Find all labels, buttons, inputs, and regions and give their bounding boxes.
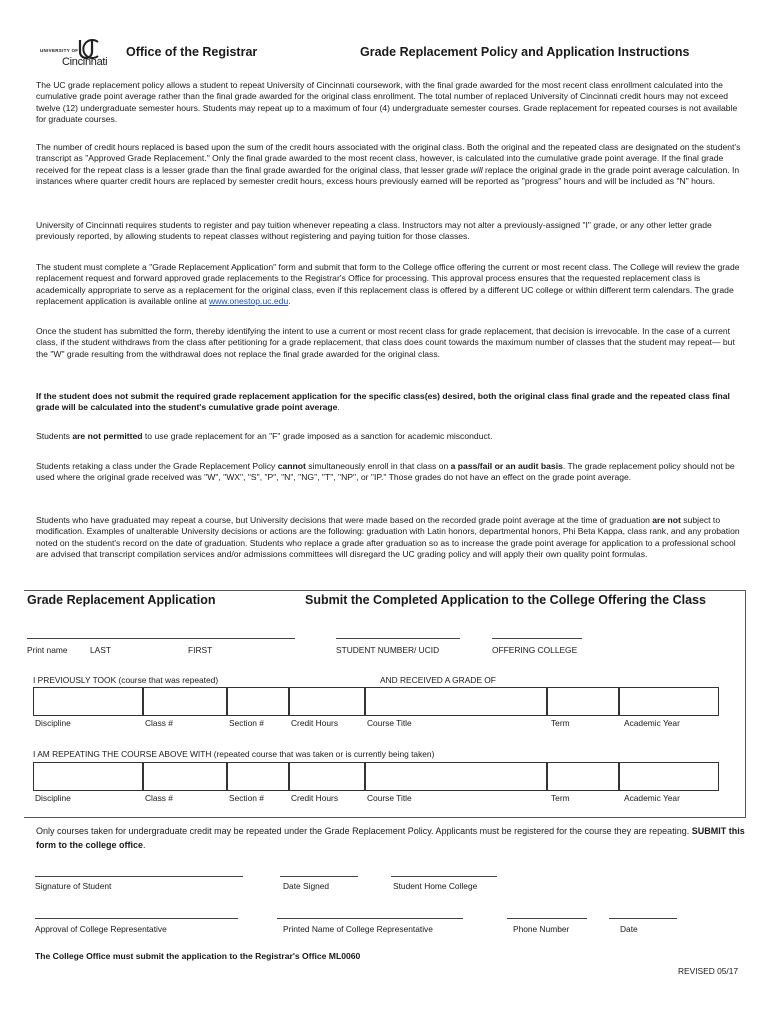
date-line[interactable] [609, 918, 677, 919]
policy-paragraph-6: If the student does not submit the required grade replacement application for the specific class(es) desired, both the original class final grade and the repeated class final grade will be calculated into the student's cumulative grade point average. [36, 391, 730, 413]
original-term-cell[interactable] [547, 687, 619, 716]
received-grade-label: AND RECEIVED A GRADE OF [380, 675, 496, 685]
first-name-label: FIRST [188, 645, 213, 655]
policy-paragraph-9: Students who have graduated may repeat a course, but University decisions that were made based on the recorded grade point average at the time of graduation are not subject to modification. Examples of unalterable University decisions or actions are the following: graduation with Latin honors, departmental honors, Phi Beta Kappa, class rank, and any probation noted on the student's record on the date of graduation. Students who replace a grade after graduation so as to increase the grade point average for application to a professional school are advised that transcript compilation services and/or admissions committees will disregard the UC grading policy and will apply their own quality point formulas. [36, 515, 740, 559]
home-college-line[interactable] [391, 876, 497, 877]
student-home-college-label: Student Home College [393, 881, 478, 891]
col-discipline-1: Discipline [35, 718, 71, 728]
policy-paragraph-4: The student must complete a "Grade Replacement Application" form and submit that form to the College office offering the current or most recent class. The College will review the grade replacement request and forward approved grade replacements to the Registrar's Office for processing. This approval process ensures that the requested replacement class is academically appropriate to serve as a replacement for the original class, even if this replacement class is offered by a different UC college or within different term calendars. The grade replacement application is available online at www.onestop.uc.edu. [36, 262, 740, 306]
original-discipline-cell[interactable] [33, 687, 143, 716]
student-number-input-line[interactable] [336, 638, 460, 639]
col-term-2: Term [551, 793, 570, 803]
original-section-cell[interactable] [227, 687, 289, 716]
date-signed-label: Date Signed [283, 881, 330, 891]
original-course-title-cell[interactable] [365, 687, 547, 716]
col-academic-year-2: Academic Year [624, 793, 680, 803]
original-class-number-cell[interactable] [143, 687, 227, 716]
repeat-academic-year-cell[interactable] [619, 762, 719, 791]
policy-paragraph-8: Students retaking a class under the Grade Replacement Policy cannot simultaneously enroll in that class on a pass/fail or an audit basis. The grade replacement policy should not be used where the original grade received was "W", "WX", "S", "P", "N", "NG", "T", "NP", or "IP." Those grades do not have an effect on the grade point average. [36, 461, 735, 483]
application-subtitle: Submit the Completed Application to the College Offering the Class [305, 593, 706, 607]
policy-paragraph-1: The UC grade replacement policy allows a student to repeat University of Cincinnati coursework, with the final grade awarded for the most recent class enrollment calculated into the cumulative grade point average rather than the final grade awarded for the original class enrollment. The total number of replaced University of Cincinnati credit hours may not exceed twelve (12) undergraduate semester hours. Students may repeat up to a maximum of four (4) undergraduate semester courses. Grade replacement for repeated courses is not available for graduate courses. [36, 80, 738, 124]
original-credit-hours-cell[interactable] [289, 687, 365, 716]
policy-paragraph-7: Students are not permitted to use grade replacement for an "F" grade imposed as a sanction for academic misconduct. [36, 431, 493, 441]
university-logo [40, 38, 108, 72]
student-signature-line[interactable] [35, 876, 243, 877]
logo-top-text: UNIVERSITY OF [40, 48, 79, 53]
printed-name-rep-label: Printed Name of College Representative [283, 924, 433, 934]
office-title: Office of the Registrar [126, 45, 258, 59]
date-signed-line[interactable] [280, 876, 358, 877]
offering-college-input-line[interactable] [492, 638, 582, 639]
col-term-1: Term [551, 718, 570, 728]
repeating-label: I AM REPEATING THE COURSE ABOVE WITH (repeated course that was taken or is currently being taken) [33, 749, 435, 759]
eligibility-note: Only courses taken for undergraduate credit may be repeated under the Grade Replacement Policy. Applicants must be registered for the course they are repeating. SUBMIT this form to the college office. [36, 826, 745, 850]
policy-paragraph-5: Once the student has submitted the form, thereby identifying the intent to use a current or most recent class for grade replacement, that decision is irrevocable. In the case of a current class, if the student withdraws from the class after petitioning for a grade replacement, that class does count towards the maximum number of classes that the student may repeat— but the "W" grade resulting from the withdrawal does not replace the final grade awarded for the original class. [36, 326, 735, 359]
phone-number-label: Phone Number [513, 924, 570, 934]
col-class-1: Class # [145, 718, 173, 728]
col-academic-year-1: Academic Year [624, 718, 680, 728]
original-academic-year-cell[interactable] [619, 687, 719, 716]
policy-paragraph-3: University of Cincinnati requires students to register and pay tuition whenever repeating a class. Instructors may not alter a previously-assigned "I" grade, or any other letter grade previously reported, by allowing students to repeat classes without registering and paying tuition for those classes. [36, 220, 712, 242]
col-section-1: Section # [229, 718, 264, 728]
col-course-title-2: Course Title [367, 793, 412, 803]
repeat-credit-hours-cell[interactable] [289, 762, 365, 791]
col-discipline-2: Discipline [35, 793, 71, 803]
approval-signature-line[interactable] [35, 918, 238, 919]
previously-took-label: I PREVIOUSLY TOOK (course that was repeated) [33, 675, 219, 685]
section-divider-bottom [24, 817, 746, 818]
approval-label: Approval of College Representative [35, 924, 167, 934]
repeat-discipline-cell[interactable] [33, 762, 143, 791]
printed-name-line[interactable] [277, 918, 463, 919]
section-right-border [745, 590, 746, 818]
policy-paragraph-2: The number of credit hours replaced is based upon the sum of the credit hours associated with the original class. Both the original and the repeated class are designated on the student's transcript as "Approved Grade Replacement." Only the final grade awarded to the most recent class, however, is calculated into the cumulative grade point average. If the final grade received for the repeat class is a lesser grade than the final grade awarded for the original class, that lesser grade will replace the original grade in the grade point average calculation. In instances where quarter credit hours are replaced by semester credit hours, excess hours previously earned will be reported as "progress" hours and will be included as "N" hours. [36, 142, 741, 186]
name-input-line[interactable] [27, 638, 295, 639]
col-section-2: Section # [229, 793, 264, 803]
col-credit-hours-2: Credit Hours [291, 793, 339, 803]
col-class-2: Class # [145, 793, 173, 803]
logo-name: Cincinnati [62, 56, 108, 68]
revision-date: REVISED 05/17 [678, 966, 739, 976]
signature-student-label: Signature of Student [35, 881, 112, 891]
onestop-link[interactable]: www.onestop.uc.edu [208, 295, 289, 306]
application-title: Grade Replacement Application [27, 593, 216, 607]
repeat-course-title-cell[interactable] [365, 762, 547, 791]
date-label: Date [620, 924, 638, 934]
offering-college-label: OFFERING COLLEGE [492, 645, 578, 655]
repeat-section-cell[interactable] [227, 762, 289, 791]
col-credit-hours-1: Credit Hours [291, 718, 339, 728]
student-number-label: STUDENT NUMBER/ UCID [336, 645, 440, 655]
repeat-class-number-cell[interactable] [143, 762, 227, 791]
last-name-label: LAST [90, 645, 111, 655]
office-submission-note: The College Office must submit the application to the Registrar's Office ML0060 [35, 951, 361, 961]
phone-number-line[interactable] [507, 918, 587, 919]
col-course-title-1: Course Title [367, 718, 412, 728]
print-name-label: Print name [27, 645, 68, 655]
section-divider-top [24, 590, 746, 591]
page-title: Grade Replacement Policy and Application Instructions [360, 45, 690, 59]
repeat-term-cell[interactable] [547, 762, 619, 791]
